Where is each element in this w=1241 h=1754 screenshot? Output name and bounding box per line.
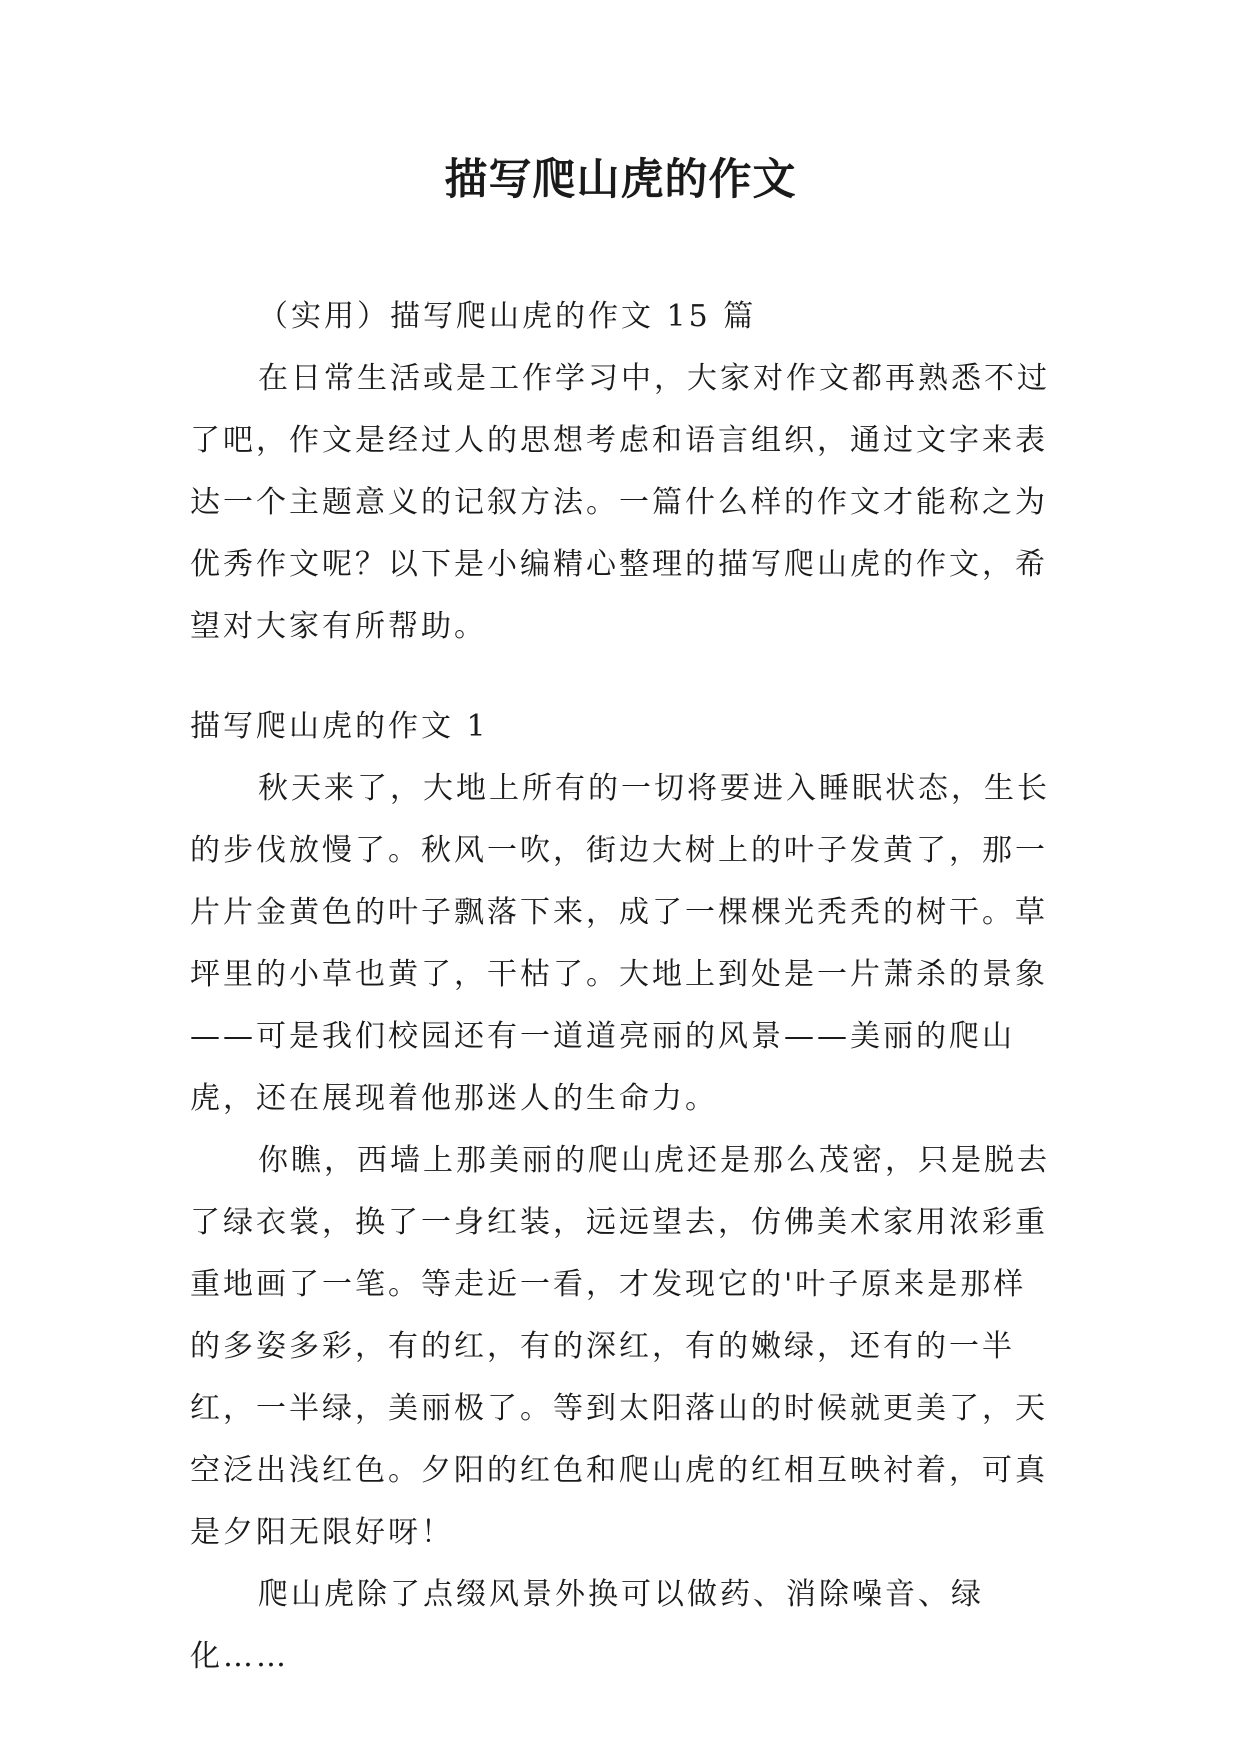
essay-paragraph-2: 你瞧，西墙上那美丽的爬山虎还是那么茂密，只是脱去了绿衣裳，换了一身红装，远远望去，仿佛美术家用浓彩重重地画了一笔。等走近一看，才发现它的'叶子原来是那样的多姿多彩，有的红，有的深红，有的嫩绿，还有的一半红，一半绿，美丽极了。等到太阳落山的时候就更美了，天空泛出浅红色。夕阳的红色和爬山虎的红相互映衬着，可真是夕阳无限好呀！ [190,1143,1050,1550]
essay-paragraph-3: 爬山虎除了点缀风景外换可以做药、消除噪音、绿化…… [190,1577,984,1674]
intro-paragraph: 在日常生活或是工作学习中，大家对作文都再熟悉不过了吧，作文是经过人的思想考虑和语言组织，通过文字来表达一个主题意义的记叙方法。一篇什么样的作文才能称之为优秀作文呢？以下是小编精心整理的描写爬山虎的作文，希望对大家有所帮助。 [190,361,1050,644]
section-heading: 描写爬山虎的作文 1 [190,709,489,744]
document-subtitle: （实用）描写爬山虎的作文 15 篇 [258,299,757,334]
essay-body [190,758,1050,1688]
essay-paragraph-1: 秋天来了，大地上所有的一切将要进入睡眠状态，生长的步伐放慢了。秋风一吹，街边大树上的叶子发黄了，那一片片金黄色的叶子飘落下来，成了一棵棵光秃秃的树干。草坪里的小草也黄了，干枯了。大地上到处是一片萧杀的景象——可是我们校园还有一道道亮丽的风景——美丽的爬山虎，还在展现着他那迷人的生命力。 [190,771,1050,1116]
document-title: 描写爬山虎的作文 [444,155,797,205]
